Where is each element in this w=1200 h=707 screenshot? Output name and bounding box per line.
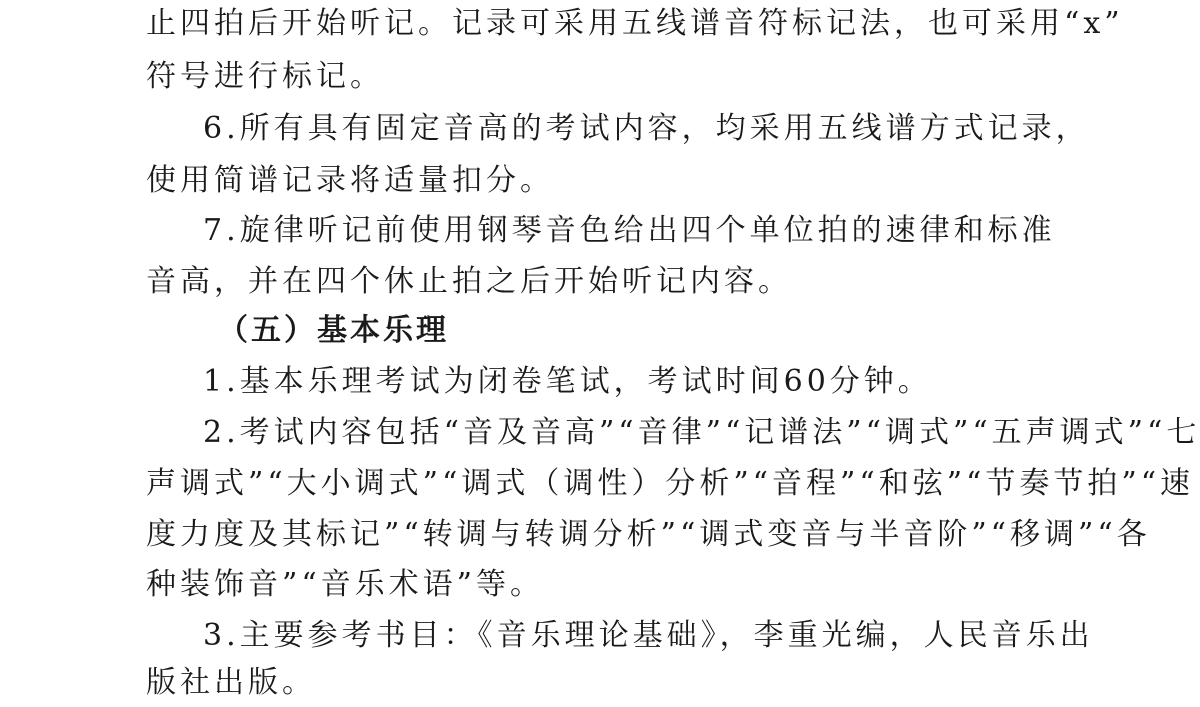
text-line-10: 声调式”“大小调式”“调式（调性）分析”“音程”“和弦”“节奏节拍”“速 [146, 466, 1195, 501]
text-line-12: 种装饰音”“音乐术语”等。 [146, 567, 545, 602]
section-heading: （五）基本乐理 [218, 313, 449, 348]
list-item-6: 6.所有具有固定音高的考试内容，均采用五线谱方式记录， [203, 111, 1090, 146]
text-line-14: 版社出版。 [146, 665, 316, 700]
text-line-11: 度力度及其标记”“转调与转调分析”“调式变音与半音阶”“移调”“各 [146, 517, 1151, 552]
list-item-3: 3.主要参考书目：《音乐理论基础》，李重光编，人民音乐出 [203, 618, 1094, 653]
list-item-2: 2.考试内容包括“音及音高”“音律”“记谱法”“调式”“五声调式”“七 [203, 415, 1200, 450]
text-line-6: 音高，并在四个休止拍之后开始听记内容。 [146, 264, 792, 299]
text-line-1: 止四拍后开始听记。记录可采用五线谱音符标记法，也可采用“x” [146, 6, 1124, 41]
list-item-7: 7.旋律听记前使用钢琴音色给出四个单位拍的速律和标准 [203, 213, 1056, 248]
text-line-4: 使用简谱记录将适量扣分。 [146, 163, 554, 198]
list-item-1: 1.基本乐理考试为闭卷笔试，考试时间60分钟。 [203, 364, 932, 399]
text-line-2: 符号进行标记。 [146, 59, 384, 94]
